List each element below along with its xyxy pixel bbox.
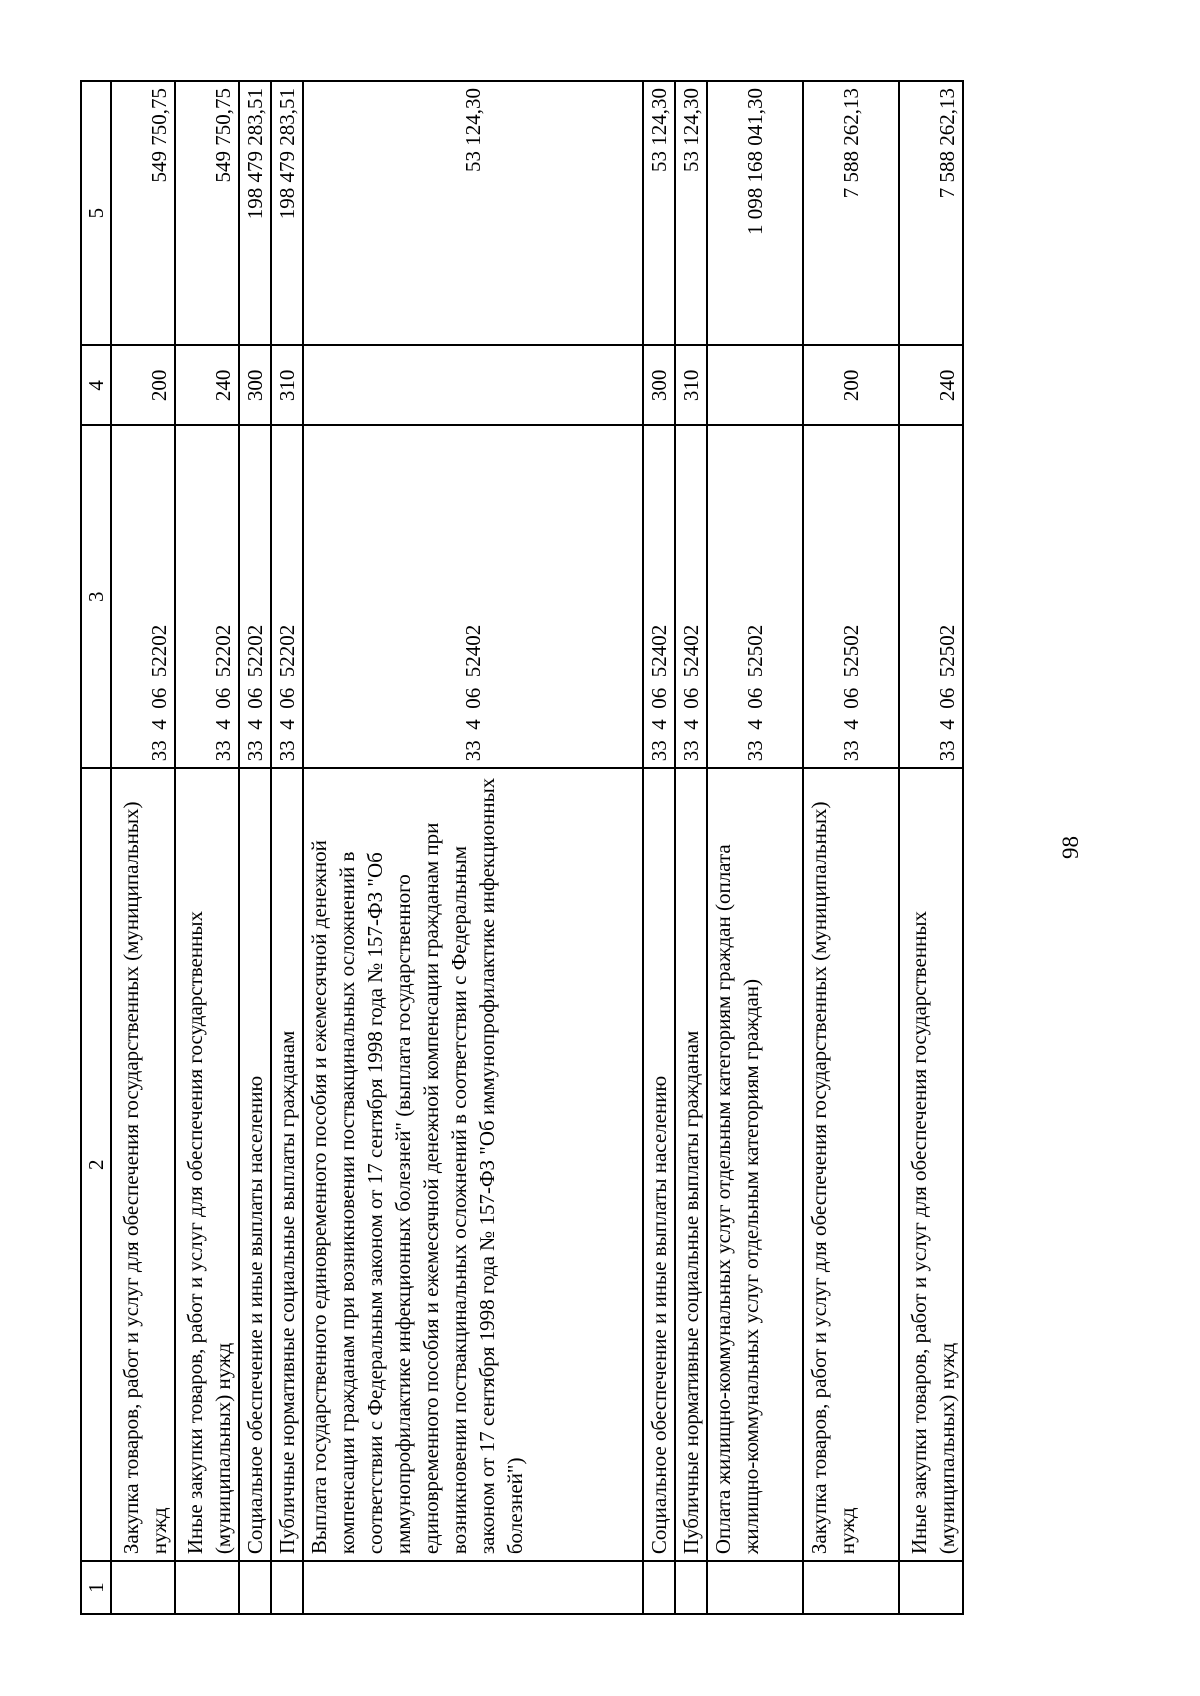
header-col-1: 1 bbox=[81, 1561, 111, 1614]
expense-type-cell: 240 bbox=[175, 345, 239, 425]
header-col-4: 4 bbox=[81, 345, 111, 425]
budget-code-cell: 33 4 06 52502 bbox=[899, 425, 963, 768]
item-name-cell: Закупка товаров, работ и услуг для обеспечения государственных (муниципальных) нужд bbox=[803, 768, 899, 1561]
table-row bbox=[175, 81, 239, 1614]
row-number-cell bbox=[303, 1561, 643, 1614]
item-name-cell: Закупка товаров, работ и услуг для обеспечения государственных (муниципальных) нужд bbox=[111, 768, 175, 1561]
item-name-cell: Публичные нормативные социальные выплаты гражданам bbox=[271, 768, 303, 1561]
row-number-cell bbox=[111, 1561, 175, 1614]
row-number-cell bbox=[239, 1561, 271, 1614]
row-number-cell bbox=[271, 1561, 303, 1614]
table-row bbox=[643, 81, 675, 1614]
header-col-2: 2 bbox=[81, 768, 111, 1561]
budget-code-cell: 33 4 06 52502 bbox=[707, 425, 803, 768]
budget-code-cell: 33 4 06 52402 bbox=[675, 425, 707, 768]
rotated-page bbox=[80, 80, 1130, 1615]
table-row bbox=[803, 81, 899, 1614]
amount-cell: 549 750,75 bbox=[175, 81, 239, 345]
table-row bbox=[303, 81, 643, 1614]
expense-type-cell bbox=[707, 345, 803, 425]
row-number-cell bbox=[803, 1561, 899, 1614]
budget-code-cell: 33 4 06 52402 bbox=[303, 425, 643, 768]
amount-cell: 198 479 283,51 bbox=[239, 81, 271, 345]
item-name-cell: Социальное обеспечение и иные выплаты населению bbox=[643, 768, 675, 1561]
expense-type-cell bbox=[303, 345, 643, 425]
expense-type-cell: 300 bbox=[239, 345, 271, 425]
table-row bbox=[707, 81, 803, 1614]
row-number-cell bbox=[175, 1561, 239, 1614]
budget-code-cell: 33 4 06 52202 bbox=[239, 425, 271, 768]
amount-cell: 198 479 283,51 bbox=[271, 81, 303, 345]
amount-cell: 7 588 262,13 bbox=[803, 81, 899, 345]
budget-code-cell: 33 4 06 52402 bbox=[643, 425, 675, 768]
page-number: 98 bbox=[1058, 836, 1083, 859]
table-header-row bbox=[81, 81, 111, 1614]
table-row bbox=[111, 81, 175, 1614]
table-row bbox=[239, 81, 271, 1614]
row-number-cell bbox=[707, 1561, 803, 1614]
amount-cell: 7 588 262,13 bbox=[899, 81, 963, 345]
item-name-cell: Публичные нормативные социальные выплаты гражданам bbox=[675, 768, 707, 1561]
item-name-cell: Социальное обеспечение и иные выплаты населению bbox=[239, 768, 271, 1561]
row-number-cell bbox=[675, 1561, 707, 1614]
amount-cell: 53 124,30 bbox=[675, 81, 707, 345]
header-col-5: 5 bbox=[81, 81, 111, 345]
budget-code-cell: 33 4 06 52502 bbox=[803, 425, 899, 768]
expense-type-cell: 310 bbox=[675, 345, 707, 425]
item-name-cell: Иные закупки товаров, работ и услуг для обеспечения государственных (муниципальных) нужд bbox=[899, 768, 963, 1561]
amount-cell: 53 124,30 bbox=[303, 81, 643, 345]
table-row bbox=[675, 81, 707, 1614]
expense-type-cell: 300 bbox=[643, 345, 675, 425]
expense-type-cell: 200 bbox=[111, 345, 175, 425]
row-number-cell bbox=[899, 1561, 963, 1614]
header-col-3: 3 bbox=[81, 425, 111, 768]
item-name-cell: Иные закупки товаров, работ и услуг для обеспечения государственных (муниципальных) нужд bbox=[175, 768, 239, 1561]
table-row bbox=[271, 81, 303, 1614]
expense-type-cell: 240 bbox=[899, 345, 963, 425]
budget-code-cell: 33 4 06 52202 bbox=[175, 425, 239, 768]
budget-code-cell: 33 4 06 52202 bbox=[271, 425, 303, 768]
budget-table bbox=[80, 80, 964, 1615]
expense-type-cell: 200 bbox=[803, 345, 899, 425]
row-number-cell bbox=[643, 1561, 675, 1614]
amount-cell: 53 124,30 bbox=[643, 81, 675, 345]
item-name-cell: Оплата жилищно-коммунальных услуг отдельным категориям граждан (оплата жилищно-коммунальных услуг отдельным категориям граждан) bbox=[707, 768, 803, 1561]
item-name-cell: Выплата государственного единовременного пособия и ежемесячной денежной компенсации гражданам при возникновении поствакцинальных осложнений в соответствии с Федеральным законом от 17 сентября 1998 года № 157-ФЗ "Об иммунопрофилактике инфекционных болезней" (выплата государственного единовременного пособия и ежемесячной денежной компенсации гражданам при возникновении поствакцинальных осложнений в соответствии с Федеральным законом от 17 сентября 1998 года № 157-ФЗ "Об иммунопрофилактике инфекционных болезней") bbox=[303, 768, 643, 1561]
table-row bbox=[899, 81, 963, 1614]
amount-cell: 549 750,75 bbox=[111, 81, 175, 345]
amount-cell: 1 098 168 041,30 bbox=[707, 81, 803, 345]
expense-type-cell: 310 bbox=[271, 345, 303, 425]
budget-code-cell: 33 4 06 52202 bbox=[111, 425, 175, 768]
